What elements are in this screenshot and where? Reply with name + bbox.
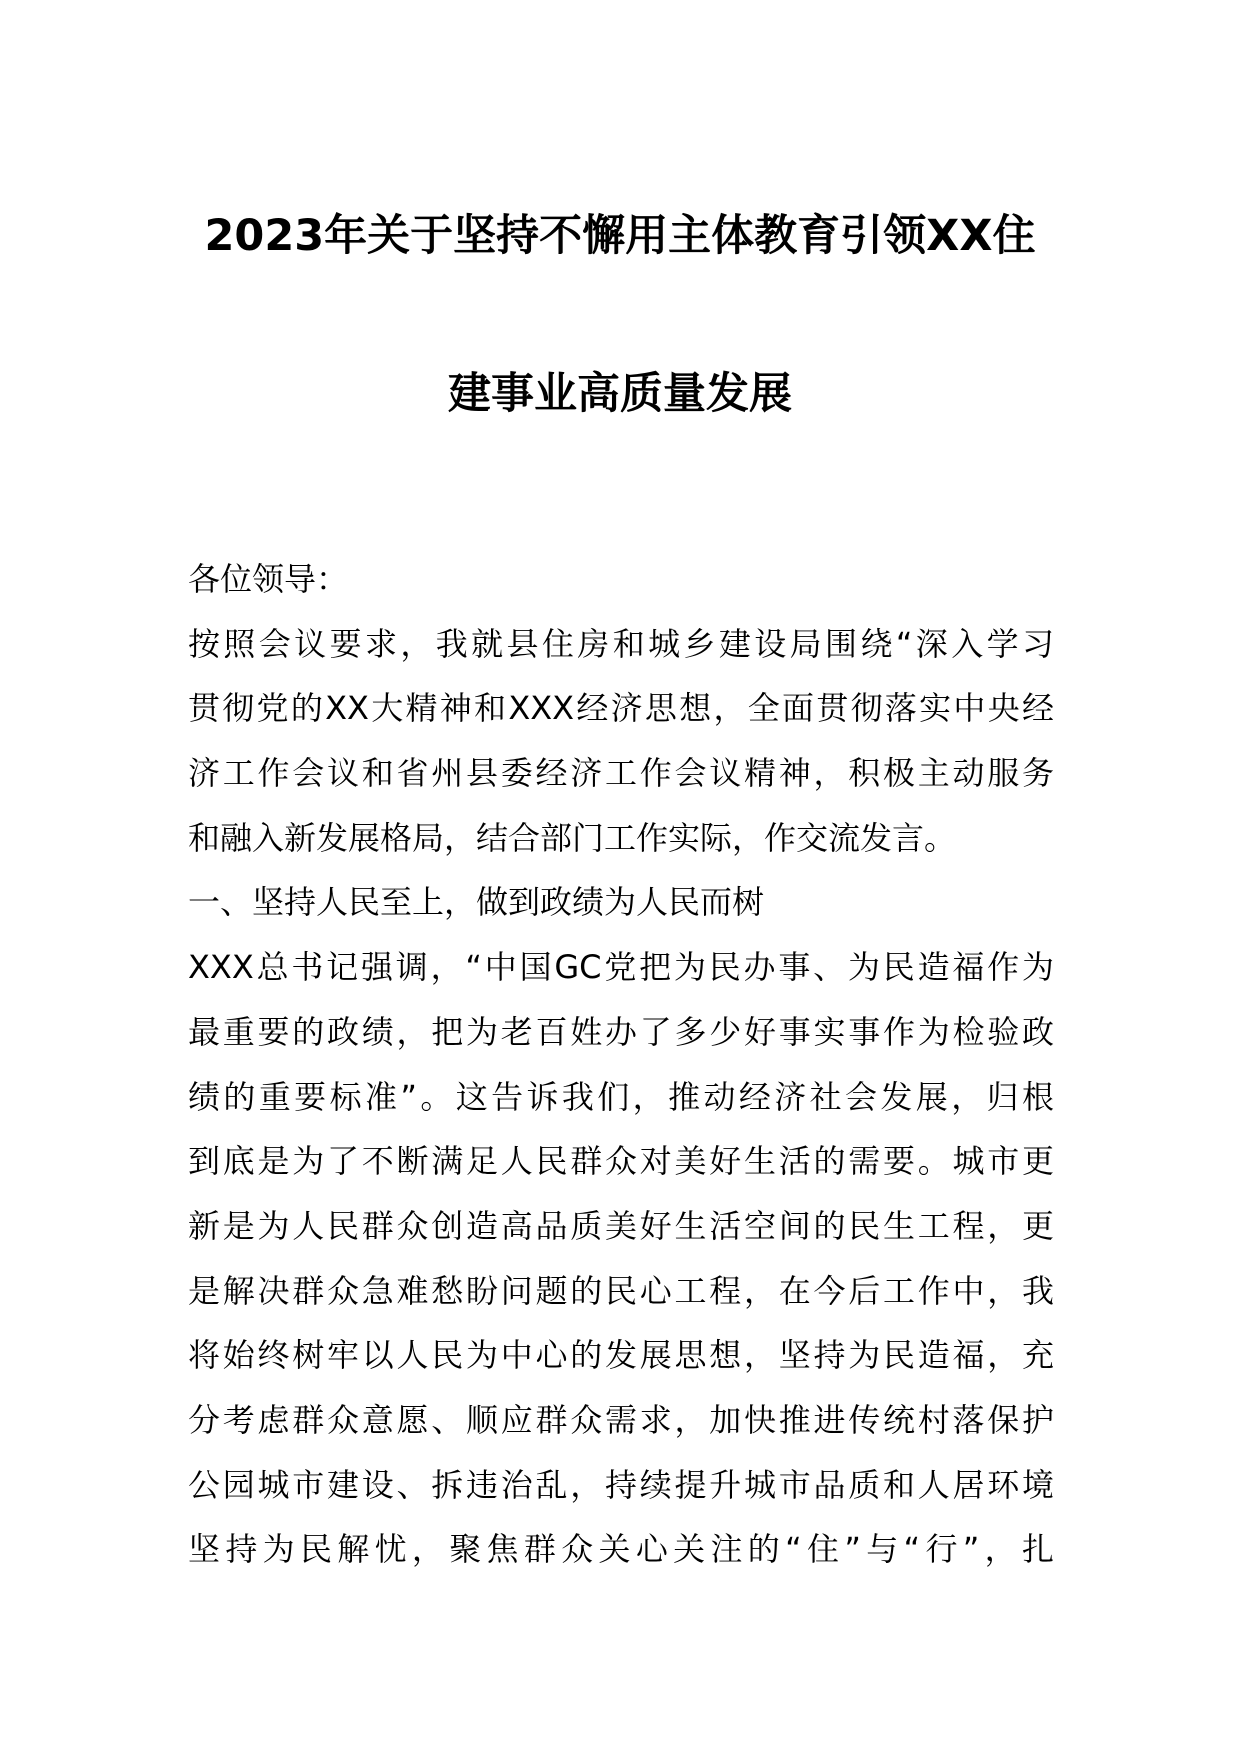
document-title-line-1: 2023年关于坚持不懈用主体教育引领XX住	[204, 211, 1036, 261]
document-body	[188, 547, 1054, 1582]
paragraph-2-line-1: XXX总书记强调，“中国GC党把为民办事、为民造福作为	[188, 948, 1054, 987]
paragraph-1-line-4: 和融入新发展格局，结合部门工作实际，作交流发言。	[188, 818, 957, 857]
paragraph-2-line-8: 分考虑群众意愿、顺应群众需求，加快推进传统村落保护	[188, 1400, 1054, 1439]
paragraph-2-line-2: 最重要的政绩，把为老百姓办了多少好事实事作为检验政	[188, 1012, 1054, 1051]
document-title-line-2: 建事业高质量发展	[448, 369, 792, 419]
paragraph-2-line-4: 到底是为了不断满足人民群众对美好生活的需要。城市更	[188, 1142, 1054, 1181]
paragraph-2-line-9: 公园城市建设、拆违治乱，持续提升城市品质和人居环境	[188, 1465, 1054, 1504]
paragraph-1-line-2: 贯彻党的XX大精神和XXX经济思想，全面贯彻落实中央经	[188, 689, 1054, 728]
paragraph-1-line-3: 济工作会议和省州县委经济工作会议精神，积极主动服务	[188, 754, 1054, 793]
paragraph-2-line-7: 将始终树牢以人民为中心的发展思想，坚持为民造福，充	[188, 1336, 1054, 1375]
paragraph-1-line-1: 按照会议要求，我就县住房和城乡建设局围绕“深入学习	[188, 624, 1054, 663]
paragraph-2-line-3: 绩的重要标准”。这告诉我们，推动经济社会发展，归根	[188, 1077, 1054, 1116]
paragraph-2-line-5: 新是为人民群众创造高品质美好生活空间的民生工程，更	[188, 1206, 1054, 1245]
salutation: 各位领导：	[188, 560, 349, 598]
paragraph-2-line-6: 是解决群众急难愁盼问题的民心工程，在今后工作中，我	[188, 1271, 1054, 1310]
paragraph-2-line-10: 坚持为民解忧，聚焦群众关心关注的“住”与“行”，扎	[188, 1530, 1054, 1569]
section-heading-1: 一、坚持人民至上，做到政绩为人民而树	[188, 883, 765, 922]
